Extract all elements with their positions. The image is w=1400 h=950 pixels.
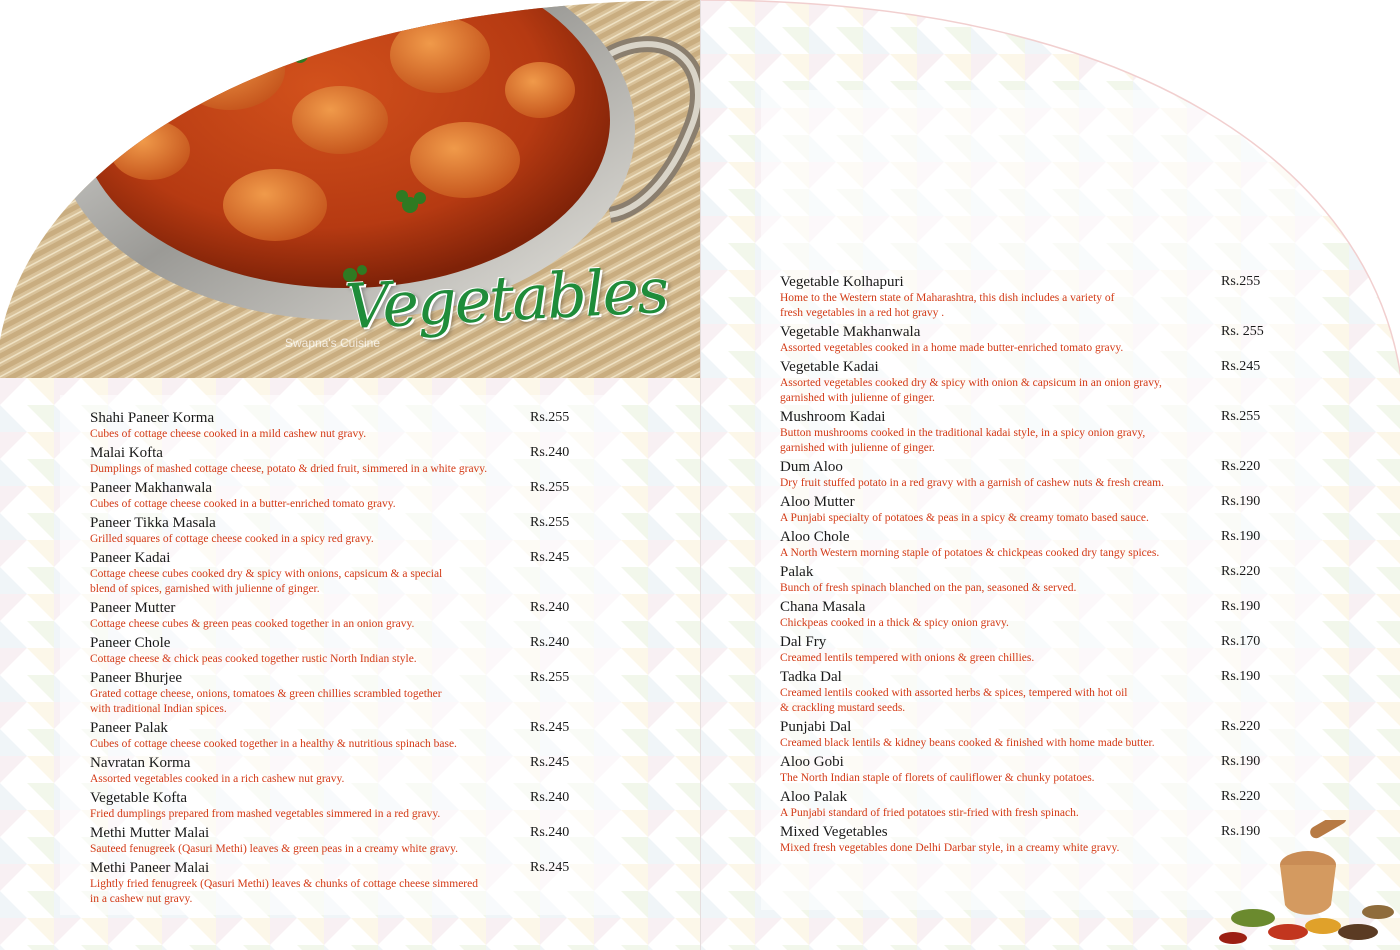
mortar-and-spices-image bbox=[1213, 820, 1400, 950]
item-name: Vegetable Kolhapuri bbox=[780, 274, 904, 290]
item-description: A Punjabi specialty of potatoes & peas in a spicy & creamy tomato based sauce. bbox=[780, 512, 1149, 524]
item-description: Assorted vegetables cooked in a home made butter-enriched tomato gravy. bbox=[780, 342, 1124, 354]
right-page bbox=[700, 0, 1400, 950]
item-name: Dum Aloo bbox=[780, 459, 843, 475]
item-name: Punjabi Dal bbox=[780, 719, 852, 735]
item-description: Cottage cheese & chick peas cooked together rustic North Indian style. bbox=[90, 653, 417, 665]
item-price: Rs.190 bbox=[1221, 754, 1261, 769]
item-description: fresh vegetables in a red hot gravy . bbox=[780, 307, 945, 319]
item-price: Rs.190 bbox=[1221, 529, 1261, 544]
item-price: Rs.240 bbox=[530, 600, 570, 615]
item-description: Dumplings of mashed cottage cheese, potato & dried fruit, simmered in a white gravy. bbox=[90, 463, 488, 475]
item-description: Home to the Western state of Maharashtra, this dish includes a variety of bbox=[780, 292, 1115, 304]
item-description: in a cashew nut gravy. bbox=[90, 893, 193, 905]
item-price: Rs.245 bbox=[530, 860, 570, 875]
item-description: garnished with julienne of ginger. bbox=[780, 392, 935, 404]
item-description: Creamed lentils cooked with assorted herbs & spices, tempered with hot oil bbox=[780, 687, 1128, 699]
item-name: Paneer Mutter bbox=[90, 600, 176, 616]
item-description: Dry fruit stuffed potato in a red gravy with a garnish of cashew nuts & fresh cream. bbox=[780, 477, 1164, 489]
item-description: A North Western morning staple of potatoes & chickpeas cooked dry tangy spices. bbox=[780, 547, 1160, 559]
item-description: Bunch of fresh spinach blanched on the pan, seasoned & served. bbox=[780, 582, 1077, 594]
item-description: blend of spices, garnished with julienne of ginger. bbox=[90, 583, 320, 595]
item-name: Navratan Korma bbox=[90, 755, 191, 771]
item-name: Malai Kofta bbox=[90, 445, 163, 461]
item-description: The North Indian staple of florets of cauliflower & chunky potatoes. bbox=[780, 772, 1095, 784]
item-name: Aloo Mutter bbox=[780, 494, 855, 510]
item-name: Tadka Dal bbox=[780, 669, 842, 685]
item-price: Rs.245 bbox=[530, 720, 570, 735]
item-name: Mixed Vegetables bbox=[780, 824, 888, 840]
item-price: Rs.190 bbox=[1221, 669, 1261, 684]
item-name: Paneer Tikka Masala bbox=[90, 515, 216, 531]
item-description: Grilled squares of cottage cheese cooked in a spicy red gravy. bbox=[90, 533, 374, 545]
item-price: Rs.220 bbox=[1221, 564, 1261, 579]
item-price: Rs.220 bbox=[1221, 789, 1261, 804]
item-description: Cubes of cottage cheese cooked in a mild cashew nut gravy. bbox=[90, 428, 367, 440]
item-price: Rs.255 bbox=[1221, 409, 1261, 424]
item-name: Vegetable Makhanwala bbox=[780, 324, 921, 340]
item-name: Methi Paneer Malai bbox=[90, 860, 210, 876]
item-description: Lightly fried fenugreek (Qasuri Methi) leaves & chunks of cottage cheese simmered bbox=[90, 878, 478, 890]
item-description: Button mushrooms cooked in the traditional kadai style, in a spicy onion gravy, bbox=[780, 427, 1146, 439]
item-price: Rs.245 bbox=[530, 755, 570, 770]
item-price: Rs.170 bbox=[1221, 634, 1261, 649]
item-description: Mixed fresh vegetables done Delhi Darbar style, in a creamy white gravy. bbox=[780, 842, 1120, 854]
item-price: Rs. 255 bbox=[1221, 324, 1264, 339]
item-description: Assorted vegetables cooked in a rich cashew nut gravy. bbox=[90, 773, 345, 785]
item-price: Rs.190 bbox=[1221, 599, 1261, 614]
item-name: Dal Fry bbox=[780, 634, 827, 650]
item-price: Rs.255 bbox=[530, 515, 570, 530]
item-price: Rs.240 bbox=[530, 825, 570, 840]
item-name: Paneer Bhurjee bbox=[90, 670, 183, 686]
item-description: Creamed black lentils & kidney beans cooked & finished with home made butter. bbox=[780, 737, 1155, 749]
item-name: Paneer Kadai bbox=[90, 550, 171, 566]
item-price: Rs.255 bbox=[530, 670, 570, 685]
watermark: Swapna's Cuisine bbox=[285, 336, 381, 350]
item-description: Assorted vegetables cooked dry & spicy with onion & capsicum in an onion gravy, bbox=[780, 377, 1162, 389]
item-description: garnished with julienne of ginger. bbox=[780, 442, 935, 454]
item-name: Mushroom Kadai bbox=[780, 409, 886, 425]
item-description: with traditional Indian spices. bbox=[90, 703, 227, 715]
item-price: Rs.240 bbox=[530, 635, 570, 650]
item-name: Aloo Chole bbox=[780, 529, 850, 545]
item-name: Chana Masala bbox=[780, 599, 866, 615]
item-name: Methi Mutter Malai bbox=[90, 825, 210, 841]
item-description: Creamed lentils tempered with onions & green chillies. bbox=[780, 652, 1035, 664]
item-description: Cubes of cottage cheese cooked together in a healthy & nutritious spinach base. bbox=[90, 738, 457, 750]
section-title: Vegetables bbox=[343, 253, 669, 344]
item-name: Paneer Chole bbox=[90, 635, 171, 651]
item-price: Rs.220 bbox=[1221, 459, 1261, 474]
item-description: Cottage cheese cubes & green peas cooked together in an onion gravy. bbox=[90, 618, 415, 630]
item-name: Palak bbox=[780, 564, 814, 580]
item-description: Grated cottage cheese, onions, tomatoes & green chillies scrambled together bbox=[90, 688, 442, 700]
item-description: Cottage cheese cubes cooked dry & spicy with onions, capsicum & a special bbox=[90, 568, 443, 580]
item-price: Rs.190 bbox=[1221, 494, 1261, 509]
item-price: Rs.255 bbox=[530, 410, 570, 425]
item-price: Rs.255 bbox=[1221, 274, 1261, 289]
item-name: Aloo Gobi bbox=[780, 754, 844, 770]
item-price: Rs.245 bbox=[530, 550, 570, 565]
item-name: Paneer Makhanwala bbox=[90, 480, 213, 496]
item-price: Rs.245 bbox=[1221, 359, 1261, 374]
item-price: Rs.255 bbox=[530, 480, 570, 495]
item-description: & crackling mustard seeds. bbox=[780, 702, 906, 714]
item-description: Chickpeas cooked in a thick & spicy onion gravy. bbox=[780, 617, 1009, 629]
item-price: Rs.240 bbox=[530, 445, 570, 460]
item-name: Aloo Palak bbox=[780, 789, 848, 805]
item-name: Paneer Palak bbox=[90, 720, 168, 736]
item-price: Rs.190 bbox=[1221, 824, 1261, 839]
item-description: Sauteed fenugreek (Qasuri Methi) leaves & green peas in a creamy white gravy. bbox=[90, 843, 459, 855]
item-description: Fried dumplings prepared from mashed vegetables simmered in a red gravy. bbox=[90, 808, 441, 820]
item-name: Vegetable Kadai bbox=[780, 359, 879, 375]
item-name: Shahi Paneer Korma bbox=[90, 410, 215, 426]
item-description: A Punjabi standard of fried potatoes stir-fried with fresh spinach. bbox=[780, 807, 1079, 819]
item-price: Rs.220 bbox=[1221, 719, 1261, 734]
item-description: Cubes of cottage cheese cooked in a butter-enriched tomato gravy. bbox=[90, 498, 396, 510]
item-name: Vegetable Kofta bbox=[90, 790, 188, 806]
item-price: Rs.240 bbox=[530, 790, 570, 805]
